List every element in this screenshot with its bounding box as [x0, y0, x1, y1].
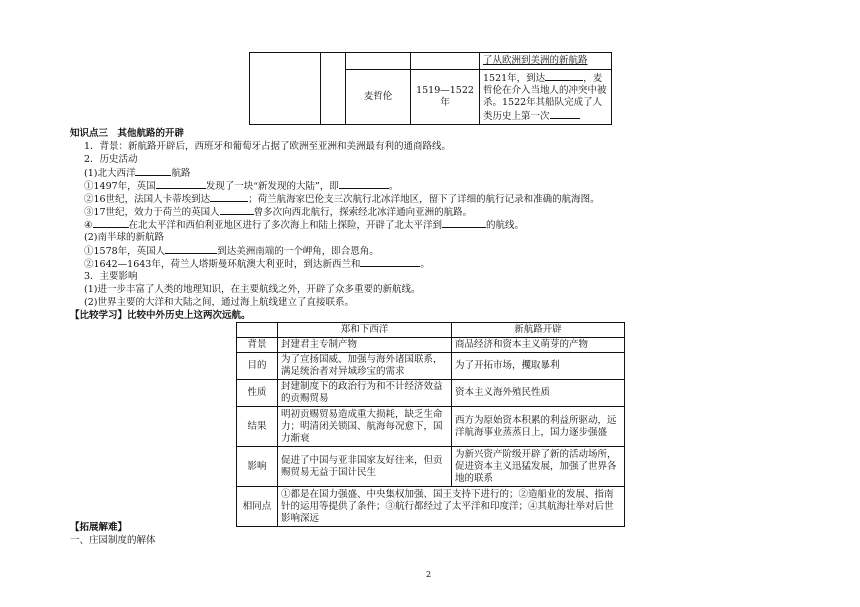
table-row	[237, 407, 625, 447]
compare-table	[236, 322, 625, 527]
table-row	[237, 447, 625, 487]
text: 到达美洲南端的一个岬角，即合恩角。	[217, 246, 379, 257]
route-cell-text	[480, 53, 612, 70]
row-cell-b: 为新兴资产阶级开辟了新的活动场所，促进资本主义迅猛发展，加强了世界各地的联系	[452, 447, 625, 487]
desc-cell	[480, 70, 612, 125]
item-2	[84, 192, 600, 206]
row-cell-b: 商品经济和资本主义萌芽的产物	[452, 338, 625, 353]
navigator-name: 麦哲伦	[363, 91, 393, 102]
years-cell	[411, 70, 480, 125]
route-text: 了从欧洲到美洲的新航路	[483, 55, 588, 66]
row-label: 目的	[237, 353, 278, 380]
section-heading: 知识点三 其他航路的开辟	[70, 128, 185, 139]
row-cell-b: 西方为原始资本积累的利益所驱动，远洋航海事业蒸蒸日上，国力逐步强盛	[452, 407, 625, 447]
desc-part-b: ，麦哲伦在介入当地人的冲突中被杀。1522年其船队完成了人类历史上第一次	[483, 73, 607, 122]
item-1	[84, 179, 398, 193]
text: ③17世纪，效力于荷兰的英国人	[84, 207, 220, 218]
blank	[156, 179, 206, 189]
row-cell-b: 资本主义海外殖民性质	[452, 380, 625, 407]
blank	[360, 257, 420, 267]
south-item-2	[84, 257, 430, 271]
item-3	[84, 205, 472, 219]
impact-title: 3．主要影响	[84, 271, 138, 282]
row-label: 性质	[237, 380, 278, 407]
table-row	[237, 487, 625, 527]
row-cell-a: 封建制度下的政治行为和不计经济效益的贡赐贸易	[278, 380, 452, 407]
blank	[442, 218, 486, 228]
row-cell-b: 为了开拓市场，攫取暴利	[452, 353, 625, 380]
text: 在北太平洋和西伯利亚地区进行了多次海上和陆上探险，开辟了北太平洋到	[128, 220, 443, 231]
blank	[545, 71, 583, 81]
table-empty-cell	[321, 53, 346, 125]
row-cell-a: 为了宣扬国威、加强与海外诸国联系，满足统治者对异域珍宝的需求	[278, 353, 452, 380]
text: 。	[388, 181, 399, 192]
compare-heading: 【比较学习】比较中外历史上这两次远航。	[70, 310, 251, 321]
table-row	[237, 338, 625, 353]
row-cell-a: 封建君主专制产物	[278, 338, 452, 353]
extend-item: 一、庄园制度的解体	[70, 535, 156, 546]
page-number: 2	[426, 570, 432, 579]
header-col-1: 郑和下西洋	[278, 323, 452, 338]
extend-heading: 【拓展解难】	[70, 522, 128, 533]
impact-2: (2)世界主要的大洋和大陆之间，通过海上航线建立了直接联系。	[84, 297, 354, 308]
blank	[93, 218, 129, 228]
background-text: 1．背景：新航路开辟后，西班牙和葡萄牙占据了欧洲至亚洲和美洲最有利的通商路线。	[84, 141, 452, 152]
text: (1)北大西洋	[84, 168, 136, 179]
header-col-2: 新航路开辟	[452, 323, 625, 338]
south-title: (2)南半球的新航路	[84, 232, 164, 243]
text: ②1642—1643年，荷兰人塔斯曼环航澳大利亚时，到达新西兰和	[84, 259, 361, 270]
text: ④	[84, 220, 93, 231]
blank	[135, 166, 171, 176]
item-4	[84, 218, 524, 232]
activities-title: 2．历史活动	[84, 154, 138, 165]
desc-part-a: 1521年，到达	[483, 73, 546, 84]
impact-1: (1)进一步丰富了人类的地理知识，在主要航线之外，开辟了众多重要的新航线。	[84, 284, 421, 295]
row-cell-a: 明初贡赐贸易造成重大损耗，缺乏生命力；明清闭关锁国、航海每况愈下，国力渐衰	[278, 407, 452, 447]
blank	[550, 109, 580, 119]
navigator-cell	[346, 70, 411, 125]
text: ②16世纪，法国人卡蒂埃到达	[84, 194, 211, 205]
row-label: 背景	[237, 338, 278, 353]
blank	[339, 179, 389, 189]
blank	[210, 192, 248, 202]
text: ；荷兰航海家巴伦支三次航行北冰洋地区，留下了详细的航行记录和准确的航海图。	[248, 194, 600, 205]
table-empty-cell	[411, 53, 480, 70]
row-label: 相同点	[237, 487, 278, 527]
text: 发现了一块“新发现的大陆”，即	[205, 181, 339, 192]
text: ①1497年，英国	[84, 181, 156, 192]
text: 航路	[171, 168, 191, 179]
text: 。	[420, 259, 430, 270]
row-label: 影响	[237, 447, 278, 487]
text: ①1578年，英国人	[84, 246, 166, 257]
table-empty-cell	[250, 53, 321, 125]
row-label: 结果	[237, 407, 278, 447]
text: 的航线。	[486, 220, 525, 231]
voyage-years: 1519—1522年	[416, 85, 474, 108]
blank	[165, 244, 217, 254]
row-cell-a: 促进了中国与亚非国家友好往来，但贡赐贸易无益于国计民生	[278, 447, 452, 487]
header-empty-cell	[237, 323, 278, 338]
route-table	[249, 52, 612, 125]
north-atlantic-line	[84, 166, 190, 180]
blank	[220, 205, 254, 215]
text: 曾多次向西北航行，探索经北冰洋通向亚洲的航路。	[253, 207, 473, 218]
common-cell: ①都是在国力强盛、中央集权加强、国王支持下进行的；②造船业的发展、指南针的运用等提供了条件；③航行都经过了太平洋和印度洋；④其航海壮举对后世影响深远	[278, 487, 625, 527]
table-row	[237, 353, 625, 380]
table-row	[237, 380, 625, 407]
table-empty-cell	[346, 53, 411, 70]
south-item-1	[84, 244, 379, 258]
